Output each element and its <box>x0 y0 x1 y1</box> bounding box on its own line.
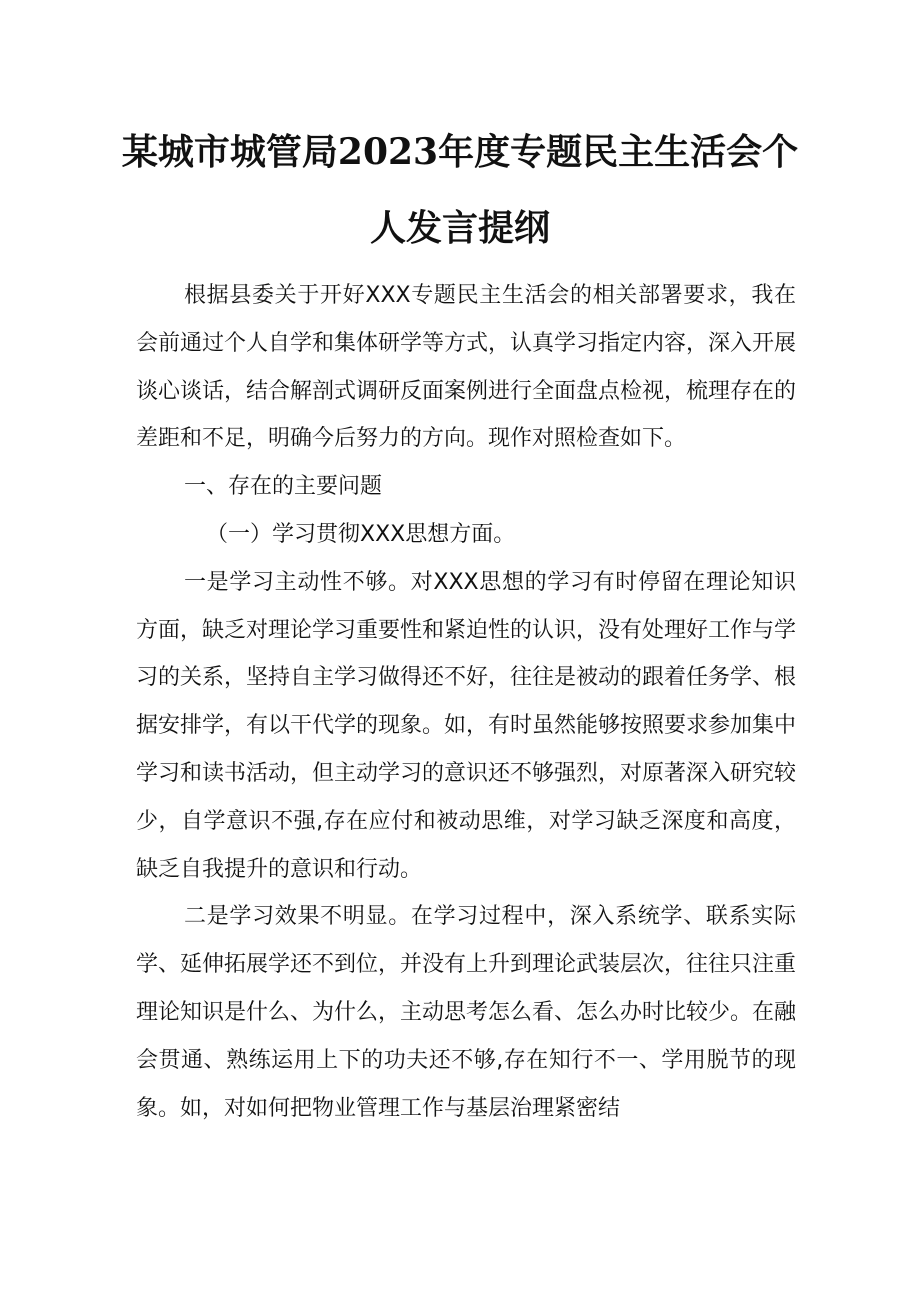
subsection-heading-study: （一）学习贯彻XXX思想方面。 <box>206 521 516 547</box>
document-body <box>136 272 796 1132</box>
intro-paragraph: 根据县委关于开好XXX专题民主生活会的相关部署要求，我在会前通过个人自学和集体研学等方式，认真学习指定内容，深入开展谈心谈话，结合解剖式调研反面案例进行全面盘点检视，梳理存在的差距和不足，明确今后努力的方向。现作对照检查如下。 <box>136 283 797 452</box>
point-paragraph-1: 一是学习主动性不够。对XXX思想的学习有时停留在理论知识方面，缺乏对理论学习重要性和紧迫性的认识，没有处理好工作与学习的关系，坚持自主学习做得还不好，往往是被动的跟着任务学、根据安排学，有以干代学的现象。如，有时虽然能够按照要求参加集中学习和读书活动，但主动学习的意识还不够强烈，对原著深入研究较少，自学意识不强,存在应付和被动思维，对学习缺乏深度和高度，缺乏自我提升的意识和行动。 <box>136 569 797 882</box>
document-title-line-2: 人发言提纲 <box>369 207 550 249</box>
point-paragraph-2: 二是学习效果不明显。在学习过程中，深入系统学、联系实际学、延伸拓展学还不到位，并没有上升到理论武装层次，往往只注重理论知识是什么、为什么，主动思考怎么看、怎么办时比较少。在融会贯通、熟练运用上下的功夫还不够,存在知行不一、学用脱节的现象。如，对如何把物业管理工作与基层治理紧密结 <box>136 904 797 1121</box>
section-heading-problems: 一、存在的主要问题 <box>184 474 383 500</box>
document-title-line-1: 某城市城管局2023年度专题民主生活会个 <box>121 131 799 173</box>
